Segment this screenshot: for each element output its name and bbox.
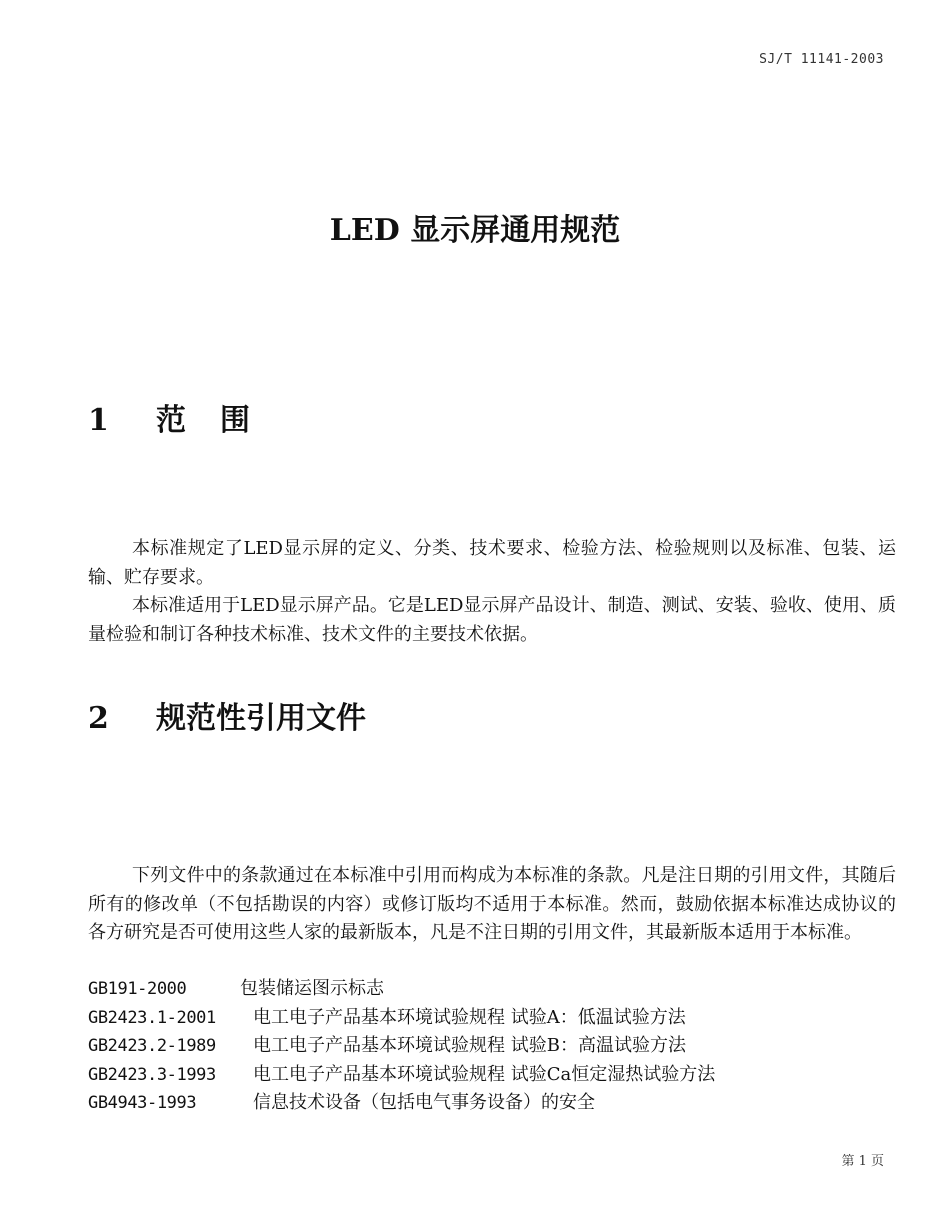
section-title: 范围 (156, 403, 284, 438)
reference-item (88, 1004, 896, 1033)
scope-paragraph: 本标准适用于LED显示屏产品。它是LED显示屏产品设计、制造、测试、安装、验收、使用、质量检验和制订各种技术标准、技术文件的主要技术依据。 (88, 595, 896, 645)
reference-code: GB191-2000 (88, 979, 187, 999)
reference-item (88, 1089, 896, 1118)
references-intro-paragraph: 下列文件中的条款通过在本标准中引用而构成为本标准的条款。凡是注日期的引用文件，其随后所有的修改单（不包括勘误的内容）或修订版均不适用于本标准。然而，鼓励依据本标准达成协议的各方研究是否可使用这些人家的最新版本，凡是不注日期的引用文件，其最新版本适用于本标准。 (88, 865, 896, 943)
reference-item (88, 1032, 896, 1061)
section-title: 规范性引用文件 (156, 701, 366, 736)
page-number: 第 1 页 (841, 1154, 884, 1169)
section-number: 2 (88, 701, 109, 736)
reference-title: 信息技术设备（包括电气事务设备）的安全 (253, 1092, 595, 1113)
reference-code: GB2423.1-2001 (88, 1007, 216, 1028)
reference-title: 包装储运图示标志 (240, 978, 384, 999)
standard-code: SJ/T 11141-2003 (759, 52, 884, 67)
reference-item (88, 1061, 896, 1090)
reference-title: 电工电子产品基本环境试验规程 试验A：低温试验方法 (253, 1006, 686, 1028)
scope-paragraph: 本标准规定了LED显示屏的定义、分类、技术要求、检验方法、检验规则以及标准、包装、运输、贮存要求。 (88, 538, 896, 588)
reference-code: GB2423.2-1989 (88, 1036, 216, 1056)
reference-code: GB2423.3-1993 (88, 1064, 216, 1085)
reference-list (88, 975, 896, 1118)
reference-title: 电工电子产品基本环境试验规程 试验Ca恒定湿热试验方法 (253, 1063, 716, 1085)
section-heading-normative-references (88, 693, 366, 737)
section-number: 1 (88, 403, 109, 438)
reference-code: GB4943-1993 (88, 1093, 197, 1113)
document-title: LED 显示屏通用规范 (329, 213, 621, 248)
reference-title: 电工电子产品基本环境试验规程 试验B：高温试验方法 (253, 1035, 686, 1056)
reference-item (88, 975, 896, 1004)
section-heading-scope (88, 395, 284, 439)
